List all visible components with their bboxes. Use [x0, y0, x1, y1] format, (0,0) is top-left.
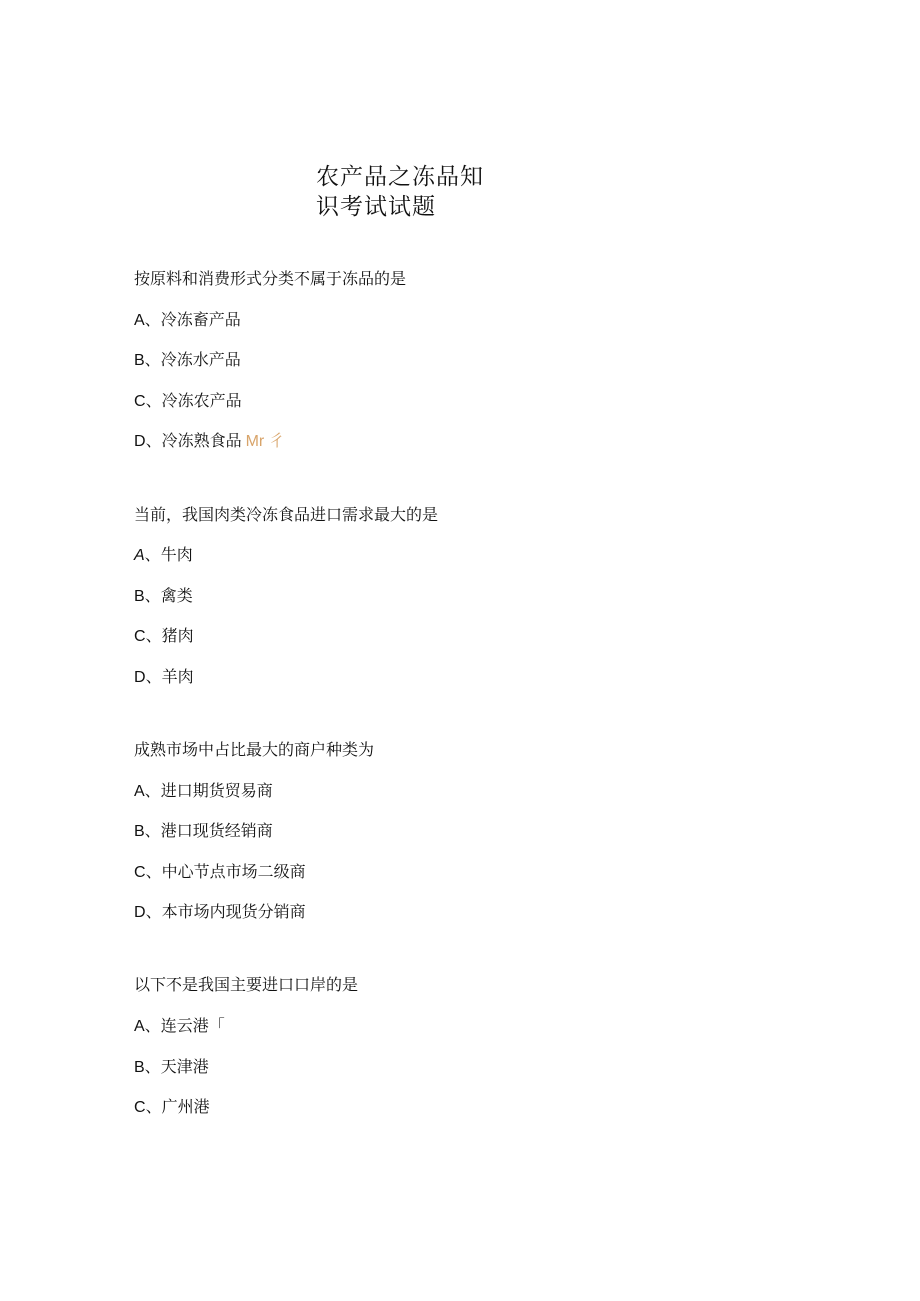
- option-letter: B: [134, 588, 145, 605]
- handwritten-mark: Mr 彳: [245, 433, 285, 450]
- option-text: 本市场内现货分销商: [161, 902, 306, 921]
- option-letter: A: [134, 1018, 145, 1035]
- option-text: 天津港: [160, 1057, 209, 1076]
- option-text: 港口现货经销商: [160, 821, 273, 840]
- option-1b: [134, 349, 241, 372]
- option-letter: C: [134, 628, 146, 645]
- option-3b: [134, 820, 273, 843]
- option-text: 冷冻农产品: [161, 391, 242, 410]
- option-4c: [134, 1096, 210, 1119]
- option-letter: B: [134, 352, 145, 369]
- option-letter: A: [134, 312, 145, 329]
- option-text: 牛肉: [160, 545, 193, 564]
- question-3: 成熟市场中占比最大的商户种类为: [134, 740, 375, 759]
- option-separator: 、: [144, 1016, 161, 1035]
- option-separator: 、: [144, 586, 161, 605]
- option-separator: 、: [144, 781, 161, 800]
- option-separator: 、: [145, 862, 162, 881]
- option-separator: 、: [144, 545, 161, 564]
- question-1: 按原料和消费形式分类不属于冻品的是: [134, 269, 407, 288]
- option-1d: [134, 430, 285, 453]
- option-2b: [134, 585, 193, 608]
- option-2d: [134, 666, 194, 689]
- option-letter: D: [134, 669, 146, 686]
- option-3c: [134, 861, 306, 884]
- option-separator: 、: [145, 1097, 162, 1116]
- option-separator: 、: [144, 1057, 161, 1076]
- question-2: 当前，我国肉类冷冻食品进口需求最大的是: [134, 505, 439, 524]
- option-3a: [134, 780, 273, 803]
- question-4: 以下不是我国主要进口口岸的是: [134, 975, 359, 994]
- option-letter: C: [134, 393, 146, 410]
- option-4b: [134, 1056, 209, 1079]
- title-line-1: 农产品之冻品知: [316, 164, 484, 190]
- option-2a: [134, 544, 193, 567]
- option-letter: D: [134, 904, 146, 921]
- option-text: 进口期货贸易商: [160, 781, 273, 800]
- option-text: 广州港: [161, 1097, 210, 1116]
- option-letter: A: [134, 783, 145, 800]
- option-4a: [134, 1015, 225, 1038]
- option-letter: B: [134, 823, 145, 840]
- option-1a: [134, 309, 241, 332]
- title-line-2: 识考试试题: [316, 194, 436, 220]
- document-title: [316, 162, 516, 222]
- option-letter: C: [134, 1099, 146, 1116]
- option-letter: A: [134, 547, 145, 564]
- option-separator: 、: [144, 310, 161, 329]
- option-separator: 、: [145, 902, 162, 921]
- option-separator: 、: [145, 626, 162, 645]
- option-letter: C: [134, 864, 146, 881]
- option-letter: B: [134, 1059, 145, 1076]
- option-separator: 、: [145, 431, 162, 450]
- option-1c: [134, 390, 242, 413]
- option-text: 羊肉: [161, 667, 194, 686]
- option-2c: [134, 625, 194, 648]
- option-3d: [134, 901, 306, 924]
- option-separator: 、: [144, 821, 161, 840]
- option-separator: 、: [145, 391, 162, 410]
- option-text: 中心节点市场二级商: [161, 862, 306, 881]
- option-text: 禽类: [160, 586, 193, 605]
- option-text: 冷冻熟食品: [161, 431, 242, 450]
- option-separator: 、: [144, 350, 161, 369]
- option-text: 冷冻水产品: [160, 350, 241, 369]
- option-letter: D: [134, 433, 146, 450]
- option-separator: 、: [145, 667, 162, 686]
- option-text: 猪肉: [161, 626, 194, 645]
- option-text: 冷冻畜产品: [160, 310, 241, 329]
- option-text: 连云港「: [160, 1016, 225, 1035]
